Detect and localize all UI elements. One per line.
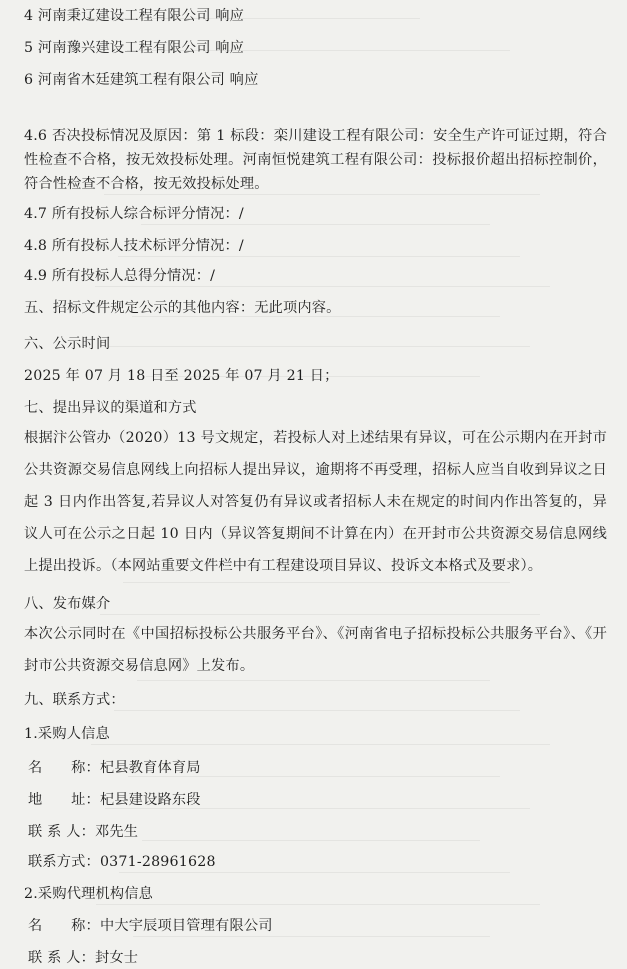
field-label: 联系方式：	[28, 854, 100, 870]
purchaser-address: 杞县建设路东段	[99, 792, 201, 808]
rejection-reason-line: 4.6 否决投标情况及原因：第 1 标段：栾川建设工程有限公司：安全生产许可证过期，符合	[24, 128, 607, 144]
media-paragraph-line: 本次公示同时在《中国招标投标公共服务平台》、《河南省电子招标投标公共服务平台》、《开	[24, 626, 607, 642]
rejection-reason-line: 性检查不合格，按无效投标处理。河南恒悦建筑工程有限公司：投标报价超出招标控制价，	[24, 152, 607, 168]
purchaser-address-row	[28, 790, 607, 810]
responder-row: 6 河南省木廷建筑工程有限公司 响应	[24, 72, 259, 88]
technical-score-status: 4.8 所有投标人技术标评分情况：/	[24, 238, 244, 254]
purchaser-phone-row	[28, 852, 607, 872]
contact-heading: 九、联系方式：	[24, 692, 125, 708]
agency-name: 中大宇辰项目管理有限公司	[99, 918, 273, 934]
field-label: 名 称：	[28, 760, 100, 776]
agency-contact-row	[28, 948, 607, 968]
publicity-period-dates: 2025 年 07 月 18 日至 2025 年 07 月 21 日；	[24, 368, 339, 384]
responder-row: 4 河南秉辽建设工程有限公司 响应	[24, 8, 245, 24]
purchaser-phone: 0371-28961628	[99, 854, 216, 870]
objection-paragraph-line: 起 3 日内作出答复,若异议人对答复仍有异议或者招标人未在规定的时间内作出答复的，异	[24, 494, 607, 510]
objection-heading: 七、提出异议的渠道和方式	[24, 400, 197, 416]
rejection-reason-line: 符合性检查不合格，按无效投标处理。	[24, 176, 269, 192]
media-heading: 八、发布媒介	[24, 596, 111, 612]
purchaser-name: 杞县教育体育局	[99, 760, 201, 776]
objection-paragraph-line: 议人可在公示之日起 10 日内（异议答复期间不计算在内）在开封市公共资源交易信息网线	[24, 526, 607, 542]
field-label: 联 系 人：	[28, 824, 95, 840]
other-content-section: 五、招标文件规定公示的其他内容：无此项内容。	[24, 300, 341, 316]
field-label: 地 址：	[28, 792, 100, 808]
purchaser-name-row	[28, 758, 607, 778]
field-label: 联 系 人：	[28, 950, 95, 966]
purchaser-contact: 邓先生	[94, 824, 139, 840]
agency-name-row	[28, 916, 607, 936]
publicity-period-heading: 六、公示时间	[24, 336, 111, 352]
agency-info-title: 2.采购代理机构信息	[24, 886, 154, 902]
purchaser-contact-row	[28, 822, 607, 842]
field-label: 名 称：	[28, 918, 100, 934]
purchaser-info-title: 1.采购人信息	[24, 726, 110, 742]
objection-paragraph-line: 上提出投诉。（本网站重要文件栏中有工程建设项目异议、投诉文本格式及要求）。	[24, 558, 543, 574]
agency-contact: 封女士	[94, 950, 139, 966]
total-score-status: 4.9 所有投标人总得分情况：/	[24, 268, 216, 284]
objection-paragraph-line: 公共资源交易信息网线上向招标人提出异议，逾期将不再受理，招标人应当自收到异议之日	[24, 462, 607, 478]
media-paragraph-line: 封市公共资源交易信息网》上发布。	[24, 658, 255, 674]
responder-row: 5 河南豫兴建设工程有限公司 响应	[24, 40, 245, 56]
overall-score-status: 4.7 所有投标人综合标评分情况：/	[24, 206, 244, 222]
objection-paragraph-line: 根据汴公管办（2020）13 号文规定，若投标人对上述结果有异议，可在公示期内在开封市	[24, 430, 607, 446]
